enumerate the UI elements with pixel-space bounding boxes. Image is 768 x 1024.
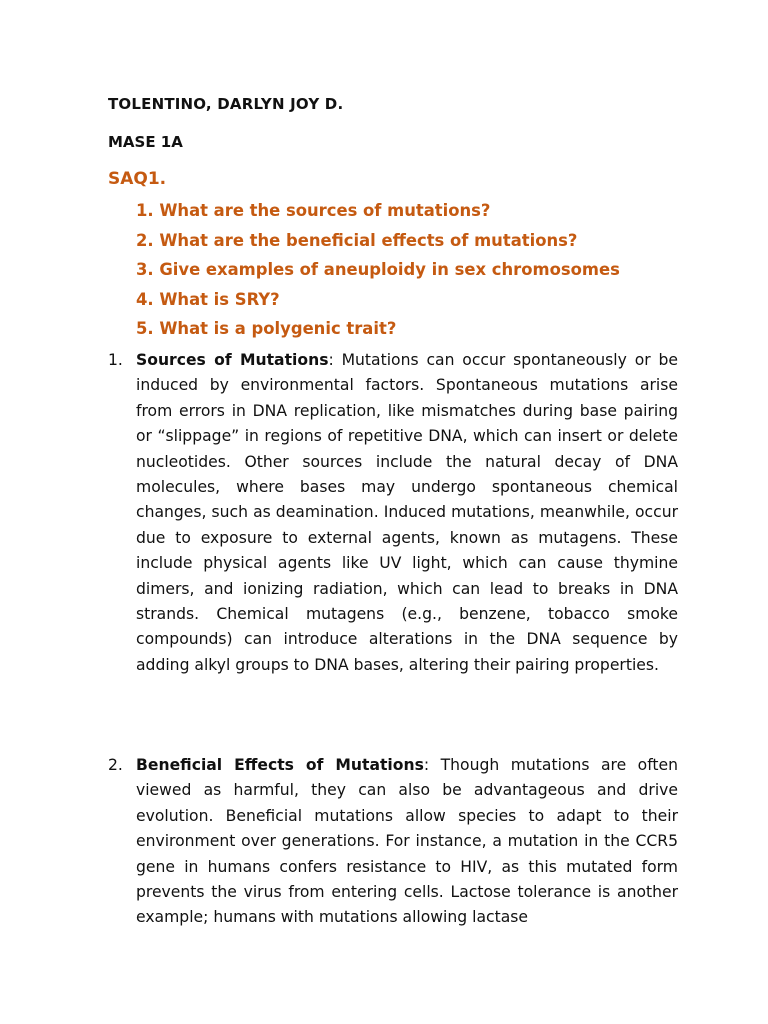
answer-paragraph xyxy=(108,753,678,931)
question-item: 4. What is SRY? xyxy=(136,289,280,309)
question-list xyxy=(136,196,620,344)
answer-number: 2. xyxy=(108,756,123,774)
answer-number: 1. xyxy=(108,351,123,369)
answer-term: Sources of Mutations xyxy=(136,351,329,369)
author-name: TOLENTINO, DARLYN JOY D. xyxy=(108,95,344,113)
answer-text: : Mutations can occur spontaneously or be induced by environmental factors. Spontaneous mutations arise from errors in DNA replication, like mismatches during base pairing or “slippage” in regions of repetitive DNA, which can insert or delete nucleotides. Other sources include the natural decay of DNA molecules, where bases may undergo spontaneous chemical changes, such as deamination. Induced mutations, meanwhile, occur due to exposure to external agents, known as mutagens. These include physical agents like UV light, which can cause thymine dimers, and ionizing radiation, which can lead to breaks in DNA strands. Chemical mutagens (e.g., benzene, tobacco smoke compounds) can introduce alterations in the DNA sequence by adding alkyl groups to DNA bases, altering their pairing properties. xyxy=(136,351,678,674)
answer-body xyxy=(136,753,678,931)
answer-body xyxy=(136,348,678,678)
question-item: 5. What is a polygenic trait? xyxy=(136,319,397,338)
answer-text: : Though mutations are often viewed as harmful, they can also be advantageous and drive evolution. Beneficial mutations allow species to adapt to their environment over generations. For instance, a mutation in the CCR5 gene in humans confers resistance to HIV, as this mutated form prevents the virus from entering cells. Lactose tolerance is another example; humans with mutations allowing lactase xyxy=(136,756,678,927)
answer-term: Beneficial Effects of Mutations xyxy=(136,756,424,774)
question-item: 2. What are the beneficial effects of mutations? xyxy=(136,230,578,250)
question-item: 1. What are the sources of mutations? xyxy=(136,201,491,220)
class-section: MASE 1A xyxy=(108,133,183,151)
answer-paragraph xyxy=(108,348,678,678)
saq-title: SAQ1. xyxy=(108,169,167,189)
question-item: 3. Give examples of aneuploidy in sex chromosomes xyxy=(136,260,620,279)
